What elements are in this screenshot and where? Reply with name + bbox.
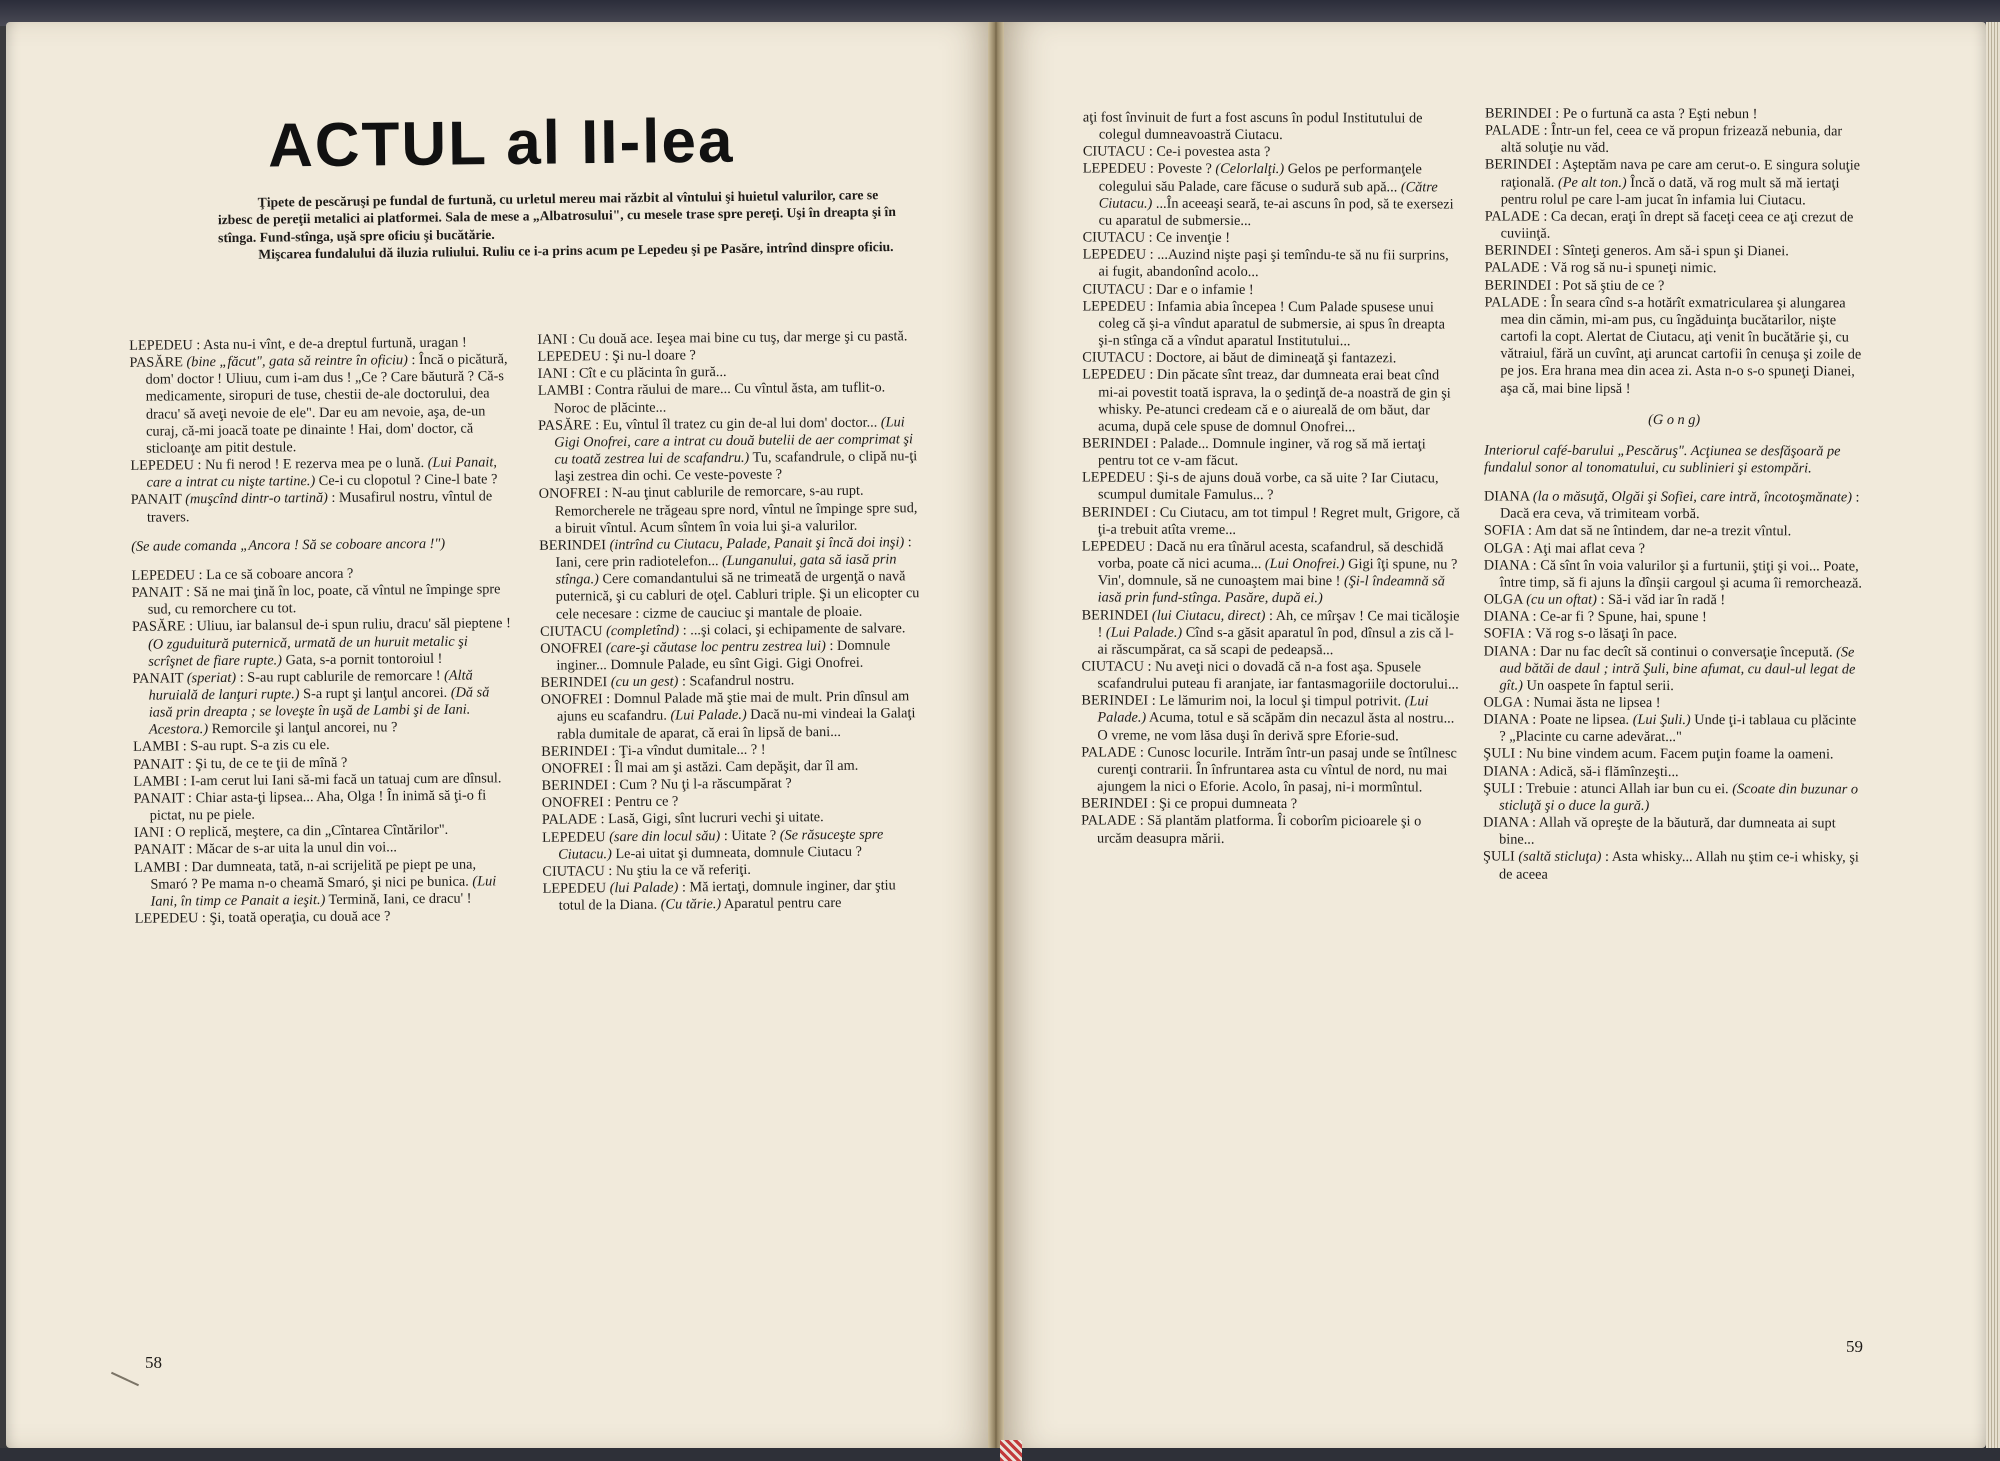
dialogue-line: PANAIT : Să ne mai ţină în loc, poate, că vîntul ne împinge spre sud, cu remorchere cu tot.: [131, 581, 501, 618]
dialogue-line: BERINDEI : Sînteţi generos. Am să-i spun şi Dianei.: [1484, 242, 1789, 260]
dialogue-line: OLGA : Numai ăsta ne lipsea !: [1483, 694, 1661, 711]
dialogue-line: LEPEDEU : Poveste ? (Celorlalţi.) Gelos pe performanţele colegului său Palade, care făcuse o sudură sub apă... (Către Ciutacu.) ...În aceeaşi seară, te-ai ascuns în pod, să te exersezi cu aparatul de submersie...: [1082, 160, 1454, 229]
dialogue-line: SOFIA : Am dat să ne întindem, dar ne-a trezit vîntul.: [1483, 522, 1792, 540]
dialogue-line: IANI : Cît e cu plăcinta în gură...: [537, 364, 727, 383]
dialogue-line: PALADE : Ca decan, eraţi în drept să faceţi ceea ce aţi crezut de cuviinţă.: [1484, 208, 1854, 242]
dialogue-line: ONOFREI : Domnul Palade mă ştie mai de mult. Prin dînsul am ajuns eu scafandru. (Lui Palade.) Dacă nu-mi vindeai la Galaţi rabla dumitale de aparat, că erai în lipsă de bani...: [540, 688, 916, 743]
dialogue-line: LAMBI : S-au rupt. S-a zis cu ele.: [133, 737, 330, 756]
dialogue-line: DIANA : Poate ne lipsea. (Lui Şuli.) Unde ţi-i tablaua cu plăcinte ? „Placinte cu carne adevărat...": [1483, 711, 1857, 746]
dialogue-line: ONOFREI : N-au ţinut cablurile de remorcare, s-au rupt. Remorcherele ne trăgeau spre nord, vîntul ne împinge spre sud, a biruit vîntul. Acum sîntem în voia lui şi-a valurilor.: [538, 483, 918, 537]
dialogue-line: PALADE : Într-un fel, ceea ce vă propun frizează nebunia, dar altă soluţie nu văd.: [1484, 122, 1843, 157]
dialogue-line: LAMBI : Contra răului de mare... Cu vîntul ăsta, am tuflit-o. Noroc de plăcinte...: [537, 379, 886, 417]
dialogue-line: LEPEDEU (sare din locul său) : Uitate ? (Se răsuceşte spre Ciutacu.) Le-ai uitat şi dumneata, domnule Ciutacu ?: [541, 826, 884, 863]
dialogue-line: OLGA : Aţi mai aflat ceva ?: [1483, 540, 1646, 557]
dialogue-line: BERINDEI : Cu Ciutacu, am tot timpul ! Regret mult, Grigore, că ţi-a trebuit atîta vreme...: [1081, 504, 1460, 538]
dialogue-line: PANAIT (speriat) : S-au rupt cablurile de remorcare ! (Altă huruială de lanţuri rupte.) S-a rupt şi lanţul ancorei. (Dă să iasă prin dreapta ; se loveşte în uşă de Lambi şi de Iani. Acestora.) Remorcile şi lanţul ancorei, nu ?: [132, 667, 490, 738]
stage-direction: Interiorul café-barului „Pescăruş". Acţiunea se desfăşoară pe fundalul sonor al tonomatului, cu sublinieri şi estompări.: [1484, 442, 1841, 477]
dialogue-line: LEPEDEU (lui Palade) : Mă iertaţi, domnule inginer, dar ştiu totul de la Diana. (Cu tărie.) Aparatul pentru care: [542, 877, 896, 914]
dialogue-line: LEPEDEU : Nu fi nerod ! E rezerva mea pe o lună. (Lui Panait, care a intrat cu nişte tartine.) Ce-i cu clopotul ? Cine-l bate ?: [130, 454, 498, 491]
dialogue-line: BERINDEI : Palade... Domnule inginer, vă rog să mă iertaţi pentru tot ce v-am făcut.: [1082, 435, 1426, 470]
page-stack-edge: [1986, 22, 2000, 1448]
stage-directions-intro: [218, 186, 909, 264]
dialogue-line: PANAIT : Şi tu, de ce te ţii de mînă ?: [133, 754, 348, 773]
dialogue-line: LEPEDEU : Infamia abia începea ! Cum Palade spusese unui coleg că şi-a vîndut aparatul de submersie, ai spus în dreapta şi-n stînga că a vîndut aparatul Institutului...: [1082, 298, 1446, 350]
dialogue-line: PALADE : În seara cînd s-a hotărît exmatricularea şi alungarea mea din cămin, mi-am pus, cu îngăduinţa bucătarilor, nişte cartofi la copt. Alertat de Ciutacu, aţi venit în bucătărie şi, cu vătraiul, fără un cuvînt, aţi aruncat cartofii în cenuşa şi zoile de pe jos. Era hrana mea din acea zi. Asta n-o s-o spuneţi Dianei, aşa că, mai bine lipsă !: [1484, 294, 1862, 397]
dialogue-line: LEPEDEU : Şi-s de ajuns două vorbe, ca să uite ? Iar Ciutacu, scumpul dumitale Famulus... ?: [1081, 469, 1439, 504]
dialogue-line: LAMBI : I-am cerut lui Iani să-mi facă un tatuaj cum are dînsul.: [133, 770, 502, 790]
dialogue-line: CIUTACU : Ce-i povestea asta ?: [1082, 143, 1271, 161]
dialogue-line: BERINDEI (intrînd cu Ciutacu, Palade, Panait şi încă doi inşi) : Iani, cere prin radiotelefon... (Lunganului, gata să iasă prin stînga.) Cere comandantului să ne trimeată de urgenţă o navă puternică, şi cu cabluri de oţel. Cabluri triple. Şi un elicopter cu cele necesare : cizme de cauciuc şi mantale de ploaie.: [539, 534, 920, 623]
dialogue-line: BERINDEI : Şi ce propui dumneata ?: [1081, 795, 1298, 813]
dialogue-line: ŞULI : Nu bine vindem acum. Facem puţin foame la oameni.: [1483, 745, 1834, 763]
dialogue-line: ŞULI (saltă sticluţa) : Asta whisky... Allah nu ştim ce-i whisky, şi de aceea: [1483, 848, 1859, 883]
page-number-right: 59: [1846, 1337, 1863, 1356]
dialogue-line: IANI : O replică, meştere, ca din „Cîntarea Cîntărilor".: [133, 822, 449, 842]
dialogue-line: DIANA : Ce-ar fi ? Spune, hai, spune !: [1483, 608, 1707, 626]
dialogue-line: CIUTACU : Ce invenţie !: [1082, 229, 1231, 246]
bookmark-ribbon: [1000, 1440, 1022, 1461]
dialogue-line: LAMBI : Dar dumneata, tată, n-ai scrijelită pe piept pe una, Smaró ? Pe mama n-o cheamă Smaró, şi nici pe bunica. (Lui Iani, în timp ce Panait a ieşit.) Termină, Iani, ce dracu' !: [134, 856, 497, 910]
dialogue-line: BERINDEI (lui Ciutacu, direct) : Ah, ce mîrşav ! Ce mai ticăloşie ! (Lui Palade.) Cînd s-a găsit aparatul în pod, dînsul a zis că l-ai răscumpărat, ca să scapi de pedeapsă...: [1081, 607, 1460, 659]
dialogue-line: LEPEDEU : Asta nu-i vînt, e de-a dreptul furtună, uragan !: [129, 334, 467, 354]
left-column-2: [537, 328, 923, 915]
dialogue-line: CIUTACU : Nu aveţi nici o dovadă că n-a fost aşa. Spusele scafandrului puteau fi aranjate, iar fantasmagoriile doctorului...: [1081, 658, 1459, 693]
dialogue-line: PASĂRE : Eu, vîntul îl tratez cu gin de-al lui dom' doctor... (Lui Gigi Onofrei, care a intrat cu două butelii de aer comprimat şi cu toată zestrea lui de scafandru.) Tu, scafandrule, o clipă nu-ţi laşi zestrea din ochi. Ce veste-poveste ?: [538, 414, 918, 485]
dialogue-line: LEPEDEU : Şi nu-l doare ?: [537, 347, 696, 365]
dialogue-line: ONOFREI : Îl mai am şi astăzi. Cam depăşit, dar îl am.: [541, 757, 859, 777]
right-column-2: [1483, 106, 1865, 885]
dialogue-line: BERINDEI : Le lămurim noi, la locul şi timpul potrivit. (Lui Palade.) Acuma, totul e să scăpăm din necazul ăsta al nostru... O vreme, ne vom lăsa duşi în derivă spre Eforie-sud.: [1081, 692, 1455, 744]
act-title: ACTUL al II-lea: [267, 106, 735, 181]
dialogue-line: aţi fost învinuit de furt a fost ascuns în podul Institutului de colegul dumneavoastră Ciutacu.: [1082, 109, 1423, 144]
dialogue-line: BERINDEI : Aşteptăm nava pe care am cerut-o. E singura soluţie raţională. (Pe alt ton.) Încă o dată, vă rog mult să mă iertaţi pentru rolul pe care l-am jucat în infamia lui Ciutacu.: [1484, 156, 1861, 209]
dialogue-line: DIANA : Adică, să-i flămînzeşti...: [1483, 763, 1679, 780]
intro-paragraph: Ţipete de pescăruşi pe fundal de furtună, cu urletul mereu mai răzbit al vîntului şi huietul valurilor, care se izbesc de pereţii metalici ai platformei. Sala de mese a „Albatrosului", cu mesele trase spre pereţi. Uşi în dreapta şi în stînga. Fund-stînga, uşă spre oficiu şi bucătărie.: [217, 187, 896, 246]
dialogue-line: PALADE : Lasă, Gigi, sînt lucruri vechi şi uitate.: [541, 809, 824, 829]
dialogue-line: PALADE : Să plantăm platforma. Îi coborîm picioarele şi o urcăm deasupra mării.: [1081, 812, 1422, 847]
dialogue-line: DIANA : Allah vă opreşte de la băutură, dar dumneata ai supt bine...: [1483, 814, 1836, 848]
dialogue-line: CIUTACU : Dar e o infamie !: [1082, 281, 1254, 298]
dialogue-line: LEPEDEU : La ce să coboare ancora ?: [131, 565, 354, 584]
dialogue-line: PANAIT : Chiar asta-ţi lipsea... Aha, Olga ! În inimă să ţi-o fi pictat, nu pe piele.: [133, 787, 487, 824]
dialogue-line: BERINDEI : Pot să ştiu de ce ?: [1484, 277, 1665, 294]
dialogue-line: SOFIA : Vă rog s-o lăsaţi în pace.: [1483, 625, 1678, 643]
dialogue-line: PASĂRE (bine „făcut", gata să reintre în oficiu) : Încă o picătură, dom' doctor ! Uliuu, cum i-am dus ! „Ce ? Care băutură ? Că-s medicamente, siropuri de tuse, chestii de-ale doctorului, dea dracu' să aveţi nevoie de ele". Dar eu am nevoie, aşa, de-un curaj, că-mi joacă toate pe dinainte ! Hai, dom' doctor, că sticloanţe am pitit destule.: [129, 351, 508, 457]
dialogue-line: PASĂRE : Uliuu, iar balansul de-i spun ruliu, dracu' săl pieptene ! (O zguduitură puternică, urmată de un huruit metalic şi scrîşnet de fiare rupte.) Gata, s-a pornit tontoroiul !: [131, 615, 511, 670]
stage-direction: (Se aude comanda „Ancora ! Să se coboare ancora !"): [131, 535, 446, 555]
scene-break: (G o n g): [1648, 411, 1701, 428]
dialogue-line: LEPEDEU : Dacă nu era tînărul acesta, scafandrul, să deschidă vorba, poate că nici acuma... (Lui Onofrei.) Gigi îţi spune, nu ? Vin', domnule, să ne cunoaştem mai bine ! (Şi-l îndeamnă să iasă prin fund-stînga. Pasăre, după ei.): [1081, 538, 1458, 607]
dialogue-line: ONOFREI (care-şi căutase loc pentru zestrea lui) : Domnule inginer... Domnule Palade, eu sînt Gigi. Gigi Onofrei.: [540, 637, 891, 674]
dialogue-line: ONOFREI : Pentru ce ?: [541, 793, 679, 812]
dialogue-line: DIANA : Dar nu fac decît să continui o conversaţie începută. (Se aud bătăi de daul ; intră Şuli, bine afumat, cu daul-ul legat de gît.) Un oaspete în faptul serii.: [1483, 643, 1856, 694]
dialogue-line: PALADE : Cunosc locurile. Intrăm într-un pasaj unde se întîlnesc curenţi contrarii. În înfruntarea asta cu vîntul de nord, nu mai ajungem la nici o Eforie. Acolo, în pasaj, ni-i mormîntul.: [1081, 744, 1457, 796]
dialogue-line: OLGA (cu un oftat) : Să-i văd iar în radă !: [1483, 591, 1726, 609]
dialogue-line: BERINDEI : Pe o furtună ca asta ? Eşti nebun !: [1484, 105, 1758, 123]
dialogue-line: BERINDEI (cu un gest) : Scafandrul nostru.: [540, 672, 795, 691]
dialogue-line: LEPEDEU : ...Auzind nişte paşi şi temîndu-te să nu fii surprins, ai fugit, abandonînd acolo...: [1082, 246, 1449, 281]
dialogue-line: PANAIT (muşcînd dintr-o tartină) : Musafirul nostru, vîntul de travers.: [130, 488, 493, 526]
right-column-1: [1081, 110, 1461, 849]
dialogue-line: CIUTACU (completînd) : ...şi colaci, şi echipamente de salvare.: [540, 619, 906, 640]
dialogue-line: DIANA : Că sînt în voia valurilor şi a furtunii, ştiţi şi voi... Poate, între timp, să fi ajuns la dînşii cargoul şi acuma îi remorchează.: [1483, 557, 1863, 592]
dialogue-line: LEPEDEU : Şi, toată operaţia, cu două ace ?: [134, 908, 391, 927]
dialogue-line: CIUTACU : Doctore, ai băut de dimineaţă şi fantazezi.: [1082, 349, 1397, 367]
dialogue-line: ŞULI : Trebuie : atunci Allah iar bun cu ei. (Scoate din buzunar o sticluţă şi o duce la gură.): [1483, 780, 1859, 814]
left-column-1: [129, 334, 515, 928]
dialogue-line: PALADE : Vă rog să nu-i spuneţi nimic.: [1484, 259, 1717, 277]
page-number-left: 58: [145, 1353, 162, 1372]
dialogue-line: IANI : Cu două ace. Ieşea mai bine cu tuş, dar merge şi cu pastă.: [537, 328, 908, 348]
dialogue-line: LEPEDEU : Din păcate sînt treaz, dar dumneata erai beat cînd mi-ai povestit toată isprava, la o şedinţă de-a noastră de gin şi whisky. Pe-atunci credeam că e o aiureală de om băut, dar acuma, după cele spuse de domnul Onofrei...: [1082, 366, 1451, 436]
dialogue-line: CIUTACU : Nu ştiu la ce vă referiţi.: [542, 861, 751, 880]
dialogue-line: DIANA (la o măsuţă, Olgăi şi Sofiei, care intră, încotoşmănate) : Dacă era ceva, vă trimiteam vorbă.: [1483, 488, 1860, 523]
dialogue-line: BERINDEI : Ţi-a vîndut dumitale... ? !: [541, 741, 766, 760]
intro-paragraph: Mişcarea fundalului dă iluzia ruliului. Ruliu ce i-a prins acum pe Lepedeu şi pe Pasăre, intrînd dinspre oficiu.: [258, 239, 894, 262]
dialogue-line: PANAIT : Măcar de s-ar uita la unul din voi...: [134, 839, 398, 859]
dialogue-line: BERINDEI : Cum ? Nu ţi l-a răscumpărat ?: [541, 775, 792, 794]
book-gutter: [988, 22, 1004, 1448]
